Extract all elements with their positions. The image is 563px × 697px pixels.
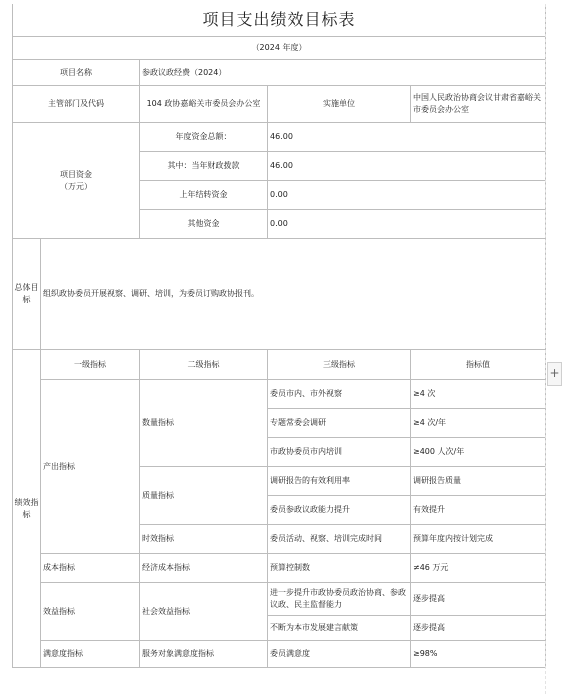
impl-unit-value: 中国人民政治协商会议甘肃省嘉峪关市委员会办公室 <box>411 86 546 123</box>
year-label: （2024 年度） <box>13 37 546 60</box>
metric-cell: 预算控制数 <box>268 554 411 583</box>
funds-row-value: 46.00 <box>268 123 546 152</box>
perf-header-level3: 三级指标 <box>268 350 411 380</box>
project-name-label: 项目名称 <box>13 60 140 86</box>
funds-row-value: 46.00 <box>268 152 546 181</box>
dept-value: 104 政协嘉峪关市委员会办公室 <box>140 86 268 123</box>
value-cell: ≥4 次 <box>411 380 546 409</box>
metric-cell: 进一步提升市政协委员政治协商、参政议政、民主监督能力 <box>268 583 411 616</box>
funds-row-label: 年度资金总额： <box>140 123 268 152</box>
quantity-indicator: 数量指标 <box>140 380 268 467</box>
benefit-indicator: 效益指标 <box>41 583 140 641</box>
perf-header-level2: 二级指标 <box>140 350 268 380</box>
quality-indicator: 质量指标 <box>140 467 268 525</box>
funds-row-label: 其中：当年财政拨款 <box>140 152 268 181</box>
perf-indicators-label: 绩效指标 <box>13 350 41 668</box>
metric-cell: 委员活动、视察、培训完成时间 <box>268 525 411 554</box>
project-name-value: 参政议政经费（2024） <box>140 60 546 86</box>
value-cell: 逐步提高 <box>411 616 546 641</box>
value-cell: 调研报告质量 <box>411 467 546 496</box>
funds-row-value: 0.00 <box>268 181 546 210</box>
overall-goal-text: 组织政协委员开展视察、调研、培训，为委员订购政协报刊。 <box>41 239 546 350</box>
metric-cell: 不断为本市发展建言献策 <box>268 616 411 641</box>
perf-header-level1: 一级指标 <box>41 350 140 380</box>
satisfaction-indicator: 满意度指标 <box>41 641 140 668</box>
add-column-button[interactable]: + <box>547 362 562 386</box>
economic-cost-indicator: 经济成本指标 <box>140 554 268 583</box>
value-cell: 逐步提高 <box>411 583 546 616</box>
page-edge-guide <box>545 4 546 694</box>
funds-row-value: 0.00 <box>268 210 546 239</box>
value-cell: ≥98% <box>411 641 546 668</box>
value-cell: ≥400 人次/年 <box>411 438 546 467</box>
table-title: 项目支出绩效目标表 <box>13 4 546 37</box>
impl-unit-label: 实施单位 <box>268 86 411 123</box>
output-indicator: 产出指标 <box>41 380 140 554</box>
overall-goal-label: 总体目标 <box>13 239 41 350</box>
metric-cell: 委员市内、市外视察 <box>268 380 411 409</box>
funds-row-label: 其他资金 <box>140 210 268 239</box>
perf-header-value: 指标值 <box>411 350 546 380</box>
metric-cell: 专题常委会调研 <box>268 409 411 438</box>
metric-cell: 市政协委员市内培训 <box>268 438 411 467</box>
value-cell: ≠46 万元 <box>411 554 546 583</box>
performance-target-table <box>12 4 546 668</box>
social-benefit-indicator: 社会效益指标 <box>140 583 268 641</box>
metric-cell: 委员满意度 <box>268 641 411 668</box>
value-cell: 预算年度内按计划完成 <box>411 525 546 554</box>
value-cell: 有效提升 <box>411 496 546 525</box>
funds-label: 项目资金 （万元） <box>13 123 140 239</box>
metric-cell: 调研报告的有效利用率 <box>268 467 411 496</box>
dept-label: 主管部门及代码 <box>13 86 140 123</box>
metric-cell: 委员参政议政能力提升 <box>268 496 411 525</box>
service-satisfaction-indicator: 服务对象满意度指标 <box>140 641 268 668</box>
time-indicator: 时效指标 <box>140 525 268 554</box>
funds-row-label: 上年结转资金 <box>140 181 268 210</box>
value-cell: ≥4 次/年 <box>411 409 546 438</box>
cost-indicator: 成本指标 <box>41 554 140 583</box>
